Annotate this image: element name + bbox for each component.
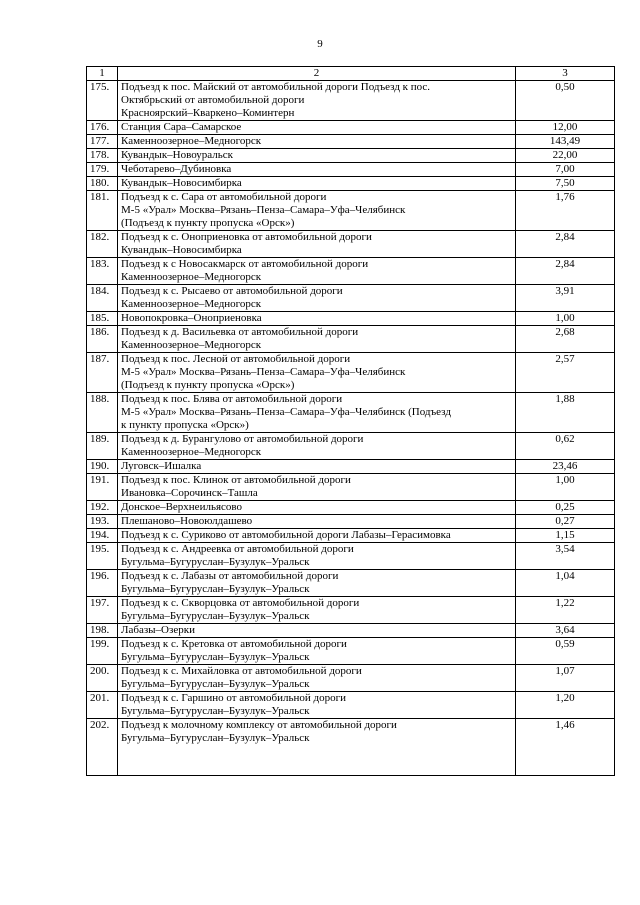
row-number: 182. xyxy=(87,231,118,258)
road-name-line: (Подъезд к пункту пропуска «Орск») xyxy=(121,217,295,229)
road-name-cell xyxy=(118,638,516,665)
row-number: 193. xyxy=(87,515,118,529)
road-name-cell xyxy=(118,665,516,692)
road-name-line: Лабазы–Озерки xyxy=(121,624,195,636)
road-length-cell: 1,76 xyxy=(516,191,615,231)
road-length-cell: 1,46 xyxy=(516,719,615,776)
row-number: 202. xyxy=(87,719,118,776)
road-length-cell: 2,57 xyxy=(516,353,615,393)
table-row xyxy=(87,529,615,543)
road-name-line: Донское–Верхнеильясово xyxy=(121,501,243,513)
road-length-cell: 1,00 xyxy=(516,312,615,326)
road-name-line: Новопокровка–Оноприеновка xyxy=(121,312,262,324)
table-row xyxy=(87,231,615,258)
road-length-cell: 3,54 xyxy=(516,543,615,570)
road-name-cell xyxy=(118,474,516,501)
road-name-cell xyxy=(118,624,516,638)
road-length-cell: 1,00 xyxy=(516,474,615,501)
road-length-cell: 0,50 xyxy=(516,81,615,121)
road-name-cell xyxy=(118,529,516,543)
road-name-cell xyxy=(118,121,516,135)
road-length-cell: 7,50 xyxy=(516,177,615,191)
road-name-line: Кувандык–Новосимбирка xyxy=(121,244,242,256)
table-row xyxy=(87,665,615,692)
row-number: 180. xyxy=(87,177,118,191)
road-name-line: Подъезд к пос. Блява от автомобильной дороги xyxy=(121,393,343,405)
road-name-cell xyxy=(118,177,516,191)
table-row xyxy=(87,460,615,474)
roads-table-body xyxy=(87,67,615,776)
table-row xyxy=(87,543,615,570)
road-name-cell xyxy=(118,433,516,460)
row-number: 184. xyxy=(87,285,118,312)
road-name-cell xyxy=(118,326,516,353)
road-length-cell: 0,62 xyxy=(516,433,615,460)
road-name-line: Подъезд к с. Андреевка от автомобильной дороги xyxy=(121,543,354,555)
header-cell-2: 2 xyxy=(118,67,516,81)
road-name-cell xyxy=(118,258,516,285)
road-name-cell xyxy=(118,163,516,177)
road-name-cell xyxy=(118,135,516,149)
road-name-line: Подъезд к молочному комплексу от автомобильной дороги xyxy=(121,719,397,731)
road-name-line: Подъезд к с. Скворцовка от автомобильной дороги xyxy=(121,597,360,609)
road-name-line: Подъезд к с. Лабазы от автомобильной дороги xyxy=(121,570,339,582)
row-number: 181. xyxy=(87,191,118,231)
road-name-cell xyxy=(118,597,516,624)
road-name-line: Ивановка–Сорочинск–Ташла xyxy=(121,487,258,499)
road-name-line: Бугульма–Бугуруслан–Бузулук–Уральск xyxy=(121,732,310,744)
row-number: 189. xyxy=(87,433,118,460)
table-row xyxy=(87,353,615,393)
row-number: 197. xyxy=(87,597,118,624)
header-cell-3: 3 xyxy=(516,67,615,81)
road-length-cell: 3,91 xyxy=(516,285,615,312)
road-name-line: Станция Сара–Самарское xyxy=(121,121,242,133)
road-name-line: Бугульма–Бугуруслан–Бузулук–Уральск xyxy=(121,705,310,717)
road-name-line: Бугульма–Бугуруслан–Бузулук–Уральск xyxy=(121,678,310,690)
road-name-line: Кувандык–Новосимбирка xyxy=(121,177,242,189)
row-number: 198. xyxy=(87,624,118,638)
road-length-cell: 12,00 xyxy=(516,121,615,135)
row-number: 186. xyxy=(87,326,118,353)
road-length-cell: 1,04 xyxy=(516,570,615,597)
road-name-line: Каменноозерное–Медногорск xyxy=(121,271,262,283)
table-row xyxy=(87,135,615,149)
table-header-row xyxy=(87,67,615,81)
road-name-line: Луговск–Ишалка xyxy=(121,460,202,472)
table-row xyxy=(87,570,615,597)
road-name-line: Бугульма–Бугуруслан–Бузулук–Уральск xyxy=(121,556,310,568)
road-name-line: Подъезд к с. Гаршино от автомобильной дороги xyxy=(121,692,346,704)
road-name-cell xyxy=(118,231,516,258)
road-name-line: Подъезд к с. Кретовка от автомобильной дороги xyxy=(121,638,347,650)
road-name-line: Подъезд к пос. Клинок от автомобильной дороги xyxy=(121,474,351,486)
road-name-cell xyxy=(118,543,516,570)
road-length-cell: 1,20 xyxy=(516,692,615,719)
table-row xyxy=(87,163,615,177)
road-name-line: Подъезд к с. Суриково от автомобильной дороги Лабазы–Герасимовка xyxy=(121,529,451,541)
table-row xyxy=(87,638,615,665)
road-name-cell xyxy=(118,312,516,326)
road-length-cell: 2,84 xyxy=(516,258,615,285)
road-name-cell xyxy=(118,460,516,474)
road-name-cell xyxy=(118,353,516,393)
road-name-line: Каменноозерное–Медногорск xyxy=(121,298,262,310)
road-length-cell: 7,00 xyxy=(516,163,615,177)
road-name-cell xyxy=(118,692,516,719)
road-name-cell xyxy=(118,285,516,312)
road-name-line: Бугульма–Бугуруслан–Бузулук–Уральск xyxy=(121,583,310,595)
road-name-line: к пункту пропуска «Орск») xyxy=(121,419,249,431)
road-name-line: (Подъезд к пункту пропуска «Орск») xyxy=(121,379,295,391)
road-name-line: Чеботарево–Дубиновка xyxy=(121,163,232,175)
road-name-line: Каменноозерное–Медногорск xyxy=(121,446,262,458)
road-name-line: Подъезд к с Новосакмарск от автомобильной дороги xyxy=(121,258,369,270)
table-row xyxy=(87,121,615,135)
road-name-line: М-5 «Урал» Москва–Рязань–Пенза–Самара–Уфа–Челябинск xyxy=(121,366,406,378)
table-row xyxy=(87,597,615,624)
table-row xyxy=(87,624,615,638)
table-row xyxy=(87,692,615,719)
row-number: 195. xyxy=(87,543,118,570)
road-name-line: Каменноозерное–Медногорск xyxy=(121,135,262,147)
road-name-cell xyxy=(118,81,516,121)
road-name-cell xyxy=(118,393,516,433)
road-length-cell: 1,15 xyxy=(516,529,615,543)
road-length-cell: 2,68 xyxy=(516,326,615,353)
road-name-line: М-5 «Урал» Москва–Рязань–Пенза–Самара–Уфа–Челябинск xyxy=(121,204,406,216)
page-number: 9 xyxy=(317,38,323,50)
road-length-cell: 1,07 xyxy=(516,665,615,692)
road-name-line: Подъезд к д. Бурангулово от автомобильной дороги xyxy=(121,433,364,445)
row-number: 183. xyxy=(87,258,118,285)
road-name-cell xyxy=(118,149,516,163)
row-number: 178. xyxy=(87,149,118,163)
road-name-line: Бугульма–Бугуруслан–Бузулук–Уральск xyxy=(121,651,310,663)
road-name-line: Плешаново–Новоюлдашево xyxy=(121,515,253,527)
road-name-cell xyxy=(118,191,516,231)
row-number: 187. xyxy=(87,353,118,393)
row-number: 201. xyxy=(87,692,118,719)
road-length-cell: 143,49 xyxy=(516,135,615,149)
road-name-line: Подъезд к пос. Майский от автомобильной дороги Подъезд к пос. xyxy=(121,81,431,93)
table-row xyxy=(87,312,615,326)
road-name-line: Подъезд к пос. Лесной от автомобильной дороги xyxy=(121,353,351,365)
road-name-cell xyxy=(118,719,516,776)
road-name-line: Подъезд к с. Михайловка от автомобильной дороги xyxy=(121,665,362,677)
road-length-cell: 1,88 xyxy=(516,393,615,433)
table-row xyxy=(87,433,615,460)
road-name-line: Подъезд к с. Оноприеновка от автомобильной дороги xyxy=(121,231,372,243)
road-length-cell: 23,46 xyxy=(516,460,615,474)
row-number: 192. xyxy=(87,501,118,515)
roads-table xyxy=(86,66,615,776)
table-row xyxy=(87,258,615,285)
row-number: 179. xyxy=(87,163,118,177)
road-length-cell: 2,84 xyxy=(516,231,615,258)
table-row xyxy=(87,81,615,121)
road-name-cell xyxy=(118,515,516,529)
row-number: 196. xyxy=(87,570,118,597)
road-length-cell: 0,25 xyxy=(516,501,615,515)
table-row xyxy=(87,177,615,191)
table-row xyxy=(87,191,615,231)
road-length-cell: 0,27 xyxy=(516,515,615,529)
row-number: 185. xyxy=(87,312,118,326)
table-row xyxy=(87,719,615,776)
row-number: 200. xyxy=(87,665,118,692)
table-row xyxy=(87,326,615,353)
road-name-line: Подъезд к с. Рысаево от автомобильной дороги xyxy=(121,285,343,297)
road-name-cell xyxy=(118,570,516,597)
road-name-line: Подъезд к д. Васильевка от автомобильной дороги xyxy=(121,326,359,338)
table-row xyxy=(87,285,615,312)
table-row xyxy=(87,149,615,163)
row-number: 175. xyxy=(87,81,118,121)
table-row xyxy=(87,474,615,501)
road-name-line: Кувандык–Новоуральск xyxy=(121,149,234,161)
road-name-line: Каменноозерное–Медногорск xyxy=(121,339,262,351)
road-name-line: Красноярский–Кваркено–Коминтерн xyxy=(121,107,295,119)
row-number: 194. xyxy=(87,529,118,543)
road-length-cell: 22,00 xyxy=(516,149,615,163)
road-name-line: Октябрьский от автомобильной дороги xyxy=(121,94,305,106)
road-name-line: М-5 «Урал» Москва–Рязань–Пенза–Самара–Уфа–Челябинск (Подъезд xyxy=(121,406,451,418)
row-number: 188. xyxy=(87,393,118,433)
table-row xyxy=(87,501,615,515)
row-number: 177. xyxy=(87,135,118,149)
row-number: 199. xyxy=(87,638,118,665)
table-row xyxy=(87,393,615,433)
table-row xyxy=(87,515,615,529)
road-name-line: Бугульма–Бугуруслан–Бузулук–Уральск xyxy=(121,610,310,622)
header-cell-1: 1 xyxy=(87,67,118,81)
road-length-cell: 1,22 xyxy=(516,597,615,624)
road-name-line: Подъезд к с. Сара от автомобильной дороги xyxy=(121,191,327,203)
row-number: 191. xyxy=(87,474,118,501)
road-name-cell xyxy=(118,501,516,515)
row-number: 176. xyxy=(87,121,118,135)
row-number: 190. xyxy=(87,460,118,474)
road-length-cell: 0,59 xyxy=(516,638,615,665)
road-length-cell: 3,64 xyxy=(516,624,615,638)
